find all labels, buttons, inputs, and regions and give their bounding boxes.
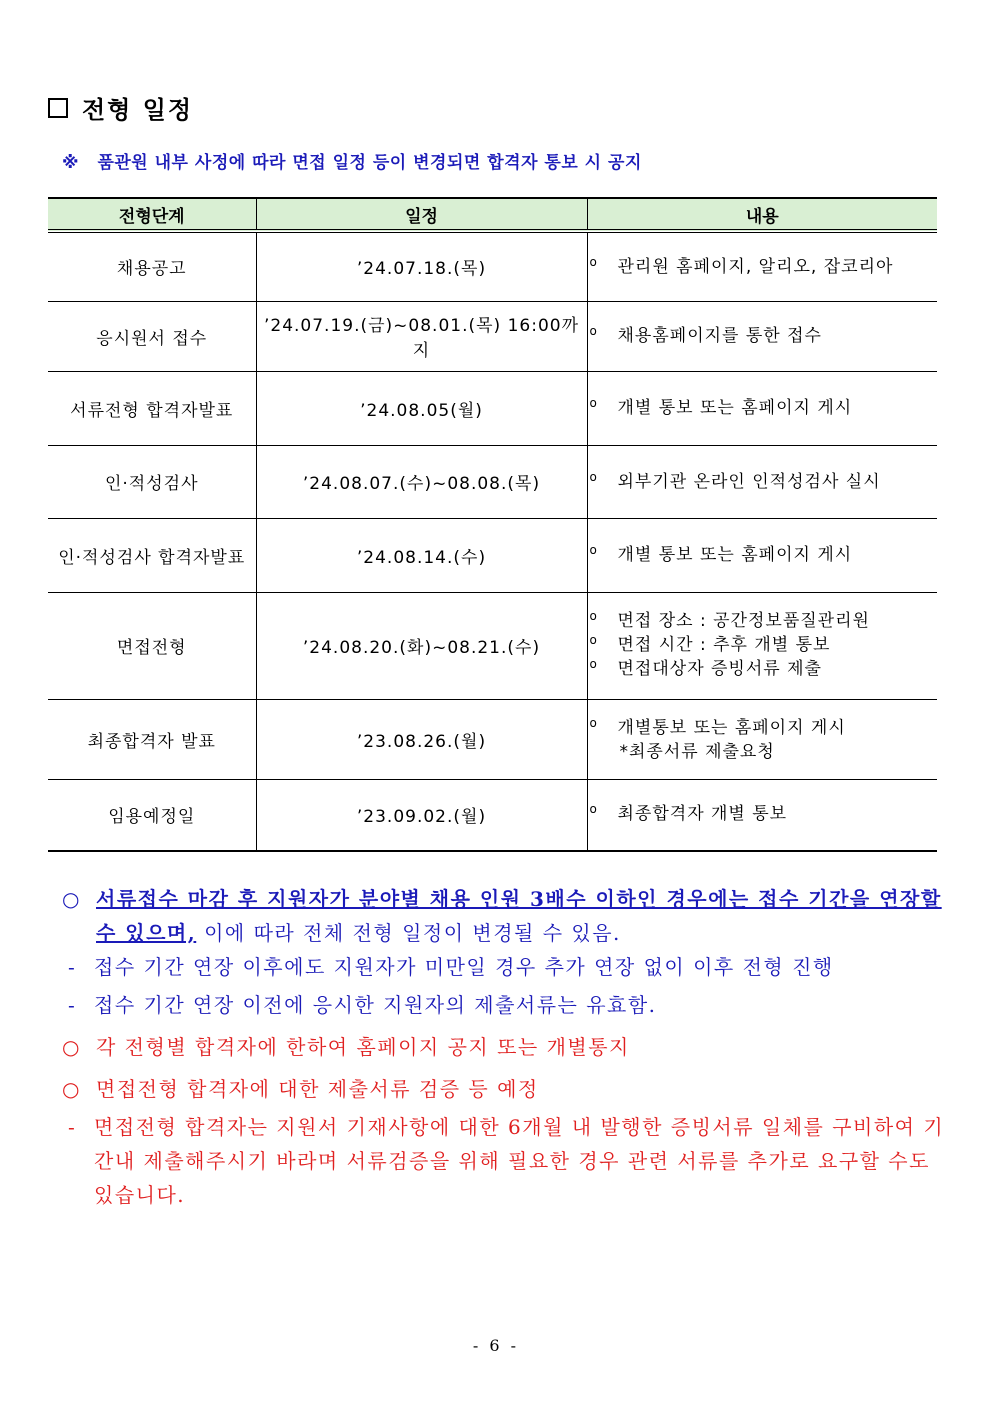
dash-bullet: - [68,993,77,1017]
bullet-circle-icon: o [589,395,597,410]
note-verification-detail-text: 면접전형 합격자는 지원서 기재사항에 대한 6개월 내 발행한 증빙서류 일체를 구비하여 기간내 제출해주시기 바라며 서류검증을 위해 필요한 경우 관련 서류를 추가로 요구할 수도 있습니다. [94,1115,945,1207]
date-cell: ’24.08.05(월) [256,371,587,445]
bullet-circle-icon: ○ [62,1035,81,1059]
note-extension-detail-2 [62,988,946,1022]
bullet-circle-icon: ○ [62,1077,81,1101]
content-bullet: o 개별 통보 또는 홈페이지 게시 [589,542,853,565]
content-bullet: o 면접 시간 : 추후 개별 통보 [589,632,831,655]
date-cell: ’23.08.26.(월) [256,699,587,779]
note-extension-emphasis: 서류접수 마감 후 지원자가 분야별 채용 인원 3배수 이하인 경우에는 접수 기간을 연장할 수 있으며, [96,887,942,945]
content-cell [587,445,937,518]
dash-bullet: - [68,955,77,979]
content-bullet: o 면접 장소 : 공간정보품질관리원 [589,608,870,631]
bullet-circle-icon: o [589,323,597,338]
note-extension-detail-1 [62,950,946,984]
bullet-circle-icon: o [589,632,597,647]
note-verification-text: 면접전형 합격자에 대한 제출서류 검증 등 예정 [96,1077,539,1101]
schedule-table [48,197,937,852]
reference-mark-icon: ※ [62,153,80,173]
bullet-circle-icon: o [589,656,597,671]
table-row [48,231,937,301]
table-row [48,518,937,592]
content-bullet: o 최종합격자 개별 통보 [589,801,788,824]
bullet-circle-icon: o [589,801,597,816]
bullet-circle-icon: o [589,469,597,484]
section-title-text: 전형 일정 [82,95,194,124]
stage-cell: 채용공고 [48,231,256,301]
bullet-circle-icon: o [589,542,597,557]
table-row [48,592,937,699]
content-bullet: o 개별 통보 또는 홈페이지 게시 [589,395,853,418]
content-bullet: o 채용홈페이지를 통한 접수 [589,323,822,346]
header-stage: 전형단계 [48,198,256,231]
note-announcement-text: 각 전형별 합격자에 한하여 홈페이지 공지 또는 개별통지 [96,1035,630,1059]
content-cell [587,592,937,699]
date-cell: ’24.07.18.(목) [256,231,587,301]
table-row [48,371,937,445]
bullet-circle-icon: ○ [62,887,81,911]
date-cell: ’24.07.19.(금)~08.01.(목) 16:00까지 [256,301,587,371]
bullet-circle-icon: o [589,608,597,623]
notice-text: 품관원 내부 사정에 따라 면접 일정 등이 변경되면 합격자 통보 시 공지 [97,153,642,173]
content-bullet: o 면접대상자 증빙서류 제출 [589,656,822,679]
page-number: - 6 - [472,1336,520,1355]
content-bullet: o 관리원 홈페이지, 알리오, 잡코리아 [589,255,894,277]
date-cell: ’24.08.20.(화)~08.21.(수) [256,592,587,699]
table-row [48,779,937,851]
notice-line [62,148,642,173]
note-extension-detail-1-text: 접수 기간 연장 이후에도 지원자가 미만일 경우 추가 연장 없이 이후 전형 진행 [94,955,834,979]
table-row [48,699,937,779]
table-row [48,301,937,371]
checkbox-square-icon [48,98,68,118]
bullet-circle-icon: o [589,715,597,730]
stage-cell: 응시원서 접수 [48,301,256,371]
content-bullet: o 개별통보 또는 홈페이지 게시 [589,715,846,738]
note-announcement [62,1030,946,1064]
dash-bullet: - [68,1115,77,1139]
notes-section [62,882,946,1212]
note-verification-detail [62,1110,946,1212]
table-row [48,445,937,518]
content-cell [587,231,937,301]
content-subnote: *최종서류 제출요청 [619,741,775,762]
note-extension [62,882,946,950]
content-cell [587,699,937,779]
stage-cell: 최종합격자 발표 [48,699,256,779]
content-cell [587,301,937,371]
content-cell [587,371,937,445]
table-header-row [48,198,937,231]
header-date: 일정 [256,198,587,231]
stage-cell: 면접전형 [48,592,256,699]
note-extension-rest: 이에 따라 전체 전형 일정이 변경될 수 있음. [196,921,621,945]
content-bullet: o 외부기관 온라인 인적성검사 실시 [589,469,881,492]
date-cell: ’24.08.07.(수)~08.08.(목) [256,445,587,518]
stage-cell: 인·적성검사 합격자발표 [48,518,256,592]
stage-cell: 인·적성검사 [48,445,256,518]
content-cell [587,518,937,592]
stage-cell: 서류전형 합격자발표 [48,371,256,445]
content-cell [587,779,937,851]
header-content: 내용 [587,198,937,231]
date-cell: ’24.08.14.(수) [256,518,587,592]
note-verification [62,1072,946,1106]
date-cell: ’23.09.02.(월) [256,779,587,851]
bullet-circle-icon: o [589,255,597,269]
note-extension-detail-2-text: 접수 기간 연장 이전에 응시한 지원자의 제출서류는 유효함. [94,993,657,1017]
section-title [48,90,193,124]
stage-cell: 임용예정일 [48,779,256,851]
